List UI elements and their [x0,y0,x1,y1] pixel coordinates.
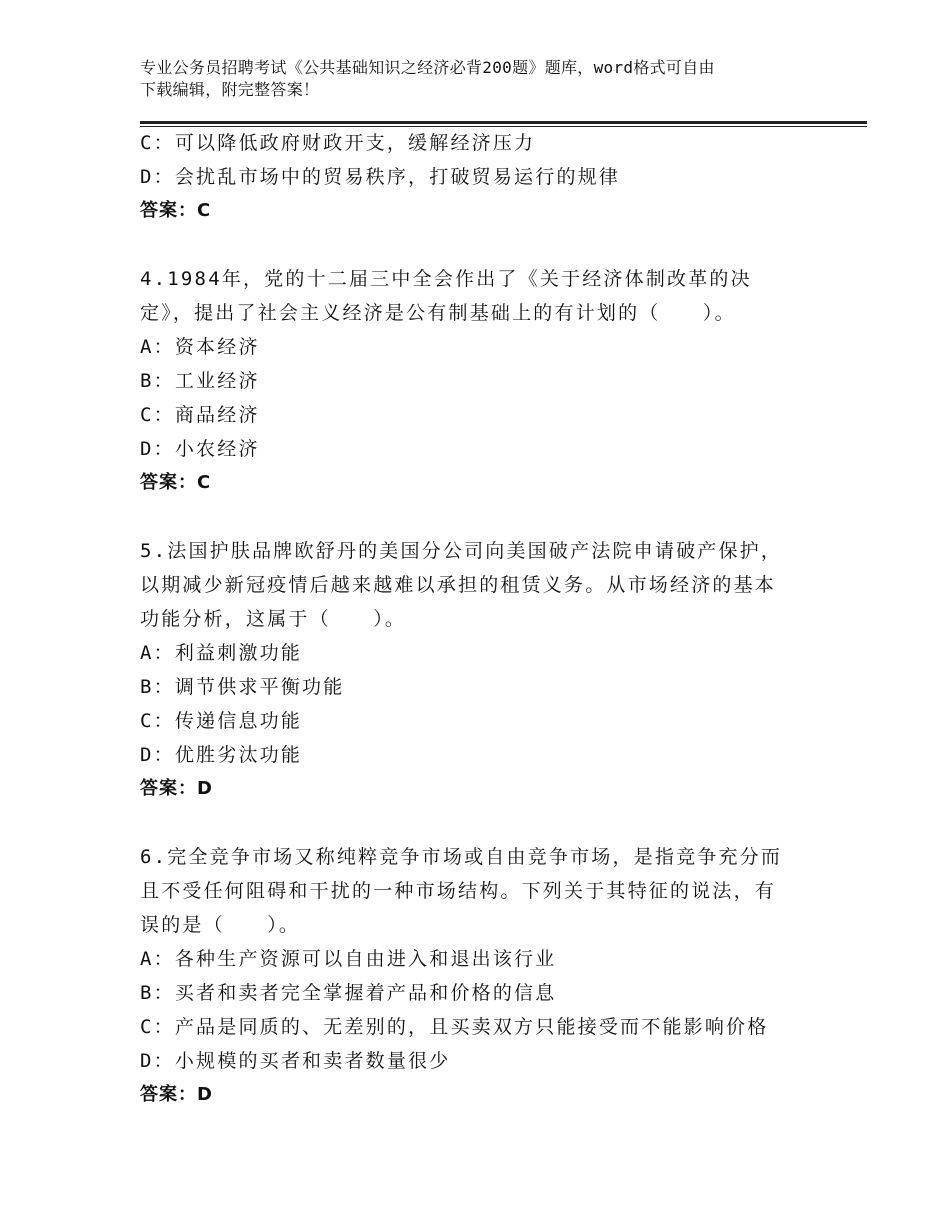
question-text: 定》，提出了社会主义经济是公有制基础上的有计划的（ ）。 [140,302,736,324]
option-c: C：可以降低政府财政开支，缓解经济压力 [140,132,536,154]
answer-label: 答案：C [140,200,212,221]
option-a: A：资本经济 [140,336,260,358]
document-header [140,57,805,101]
header-line-1: 专业公务员招聘考试《公共基础知识之经济必背200题》题库，word格式可自由 [140,58,715,77]
question-text: 4.1984年，党的十二届三中全会作出了《关于经济体制改革的决 [140,268,752,290]
question-content [140,126,800,1112]
question-text: 误的是（ ）。 [140,914,301,936]
question-text: 功能分析，这属于（ ）。 [140,608,407,630]
question-4 [140,262,800,500]
spacer [140,806,800,840]
question-text: 6.完全竞争市场又称纯粹竞争市场或自由竞争市场，是指竞争充分而 [140,846,783,868]
option-c: C：产品是同质的、无差别的，且买卖双方只能接受而不能影响价格 [140,1016,769,1038]
question-text: 以期减少新冠疫情后越来越难以承担的租赁义务。从市场经济的基本 [140,574,777,596]
option-b: B：工业经济 [140,370,260,392]
question-text: 且不受任何阻碍和干扰的一种市场结构。下列关于其特征的说法，有 [140,880,777,902]
question-5 [140,534,800,806]
prev-question [140,126,800,228]
answer-label: 答案：D [140,1084,213,1105]
spacer [140,228,800,262]
answer-label: 答案：D [140,778,213,799]
option-c: C：商品经济 [140,404,260,426]
option-a: A：利益刺激功能 [140,642,303,664]
option-d: D：会扰乱市场中的贸易秩序，打破贸易运行的规律 [140,166,621,188]
option-d: D：优胜劣汰功能 [140,744,303,766]
option-b: B：调节供求平衡功能 [140,676,345,698]
answer-label: 答案：C [140,472,212,493]
option-b: B：买者和卖者完全掌握着产品和价格的信息 [140,982,557,1004]
question-text: 5.法国护肤品牌欧舒丹的美国分公司向美国破产法院申请破产保护， [140,540,783,562]
option-d: D：小规模的买者和卖者数量很少 [140,1050,451,1072]
header-line-2: 下载编辑，附完整答案！ [140,80,320,99]
header-rule-thick [140,121,867,124]
option-d: D：小农经济 [140,438,260,460]
spacer [140,500,800,534]
question-6 [140,840,800,1112]
option-c: C：传递信息功能 [140,710,303,732]
option-a: A：各种生产资源可以自由进入和退出该行业 [140,948,557,970]
